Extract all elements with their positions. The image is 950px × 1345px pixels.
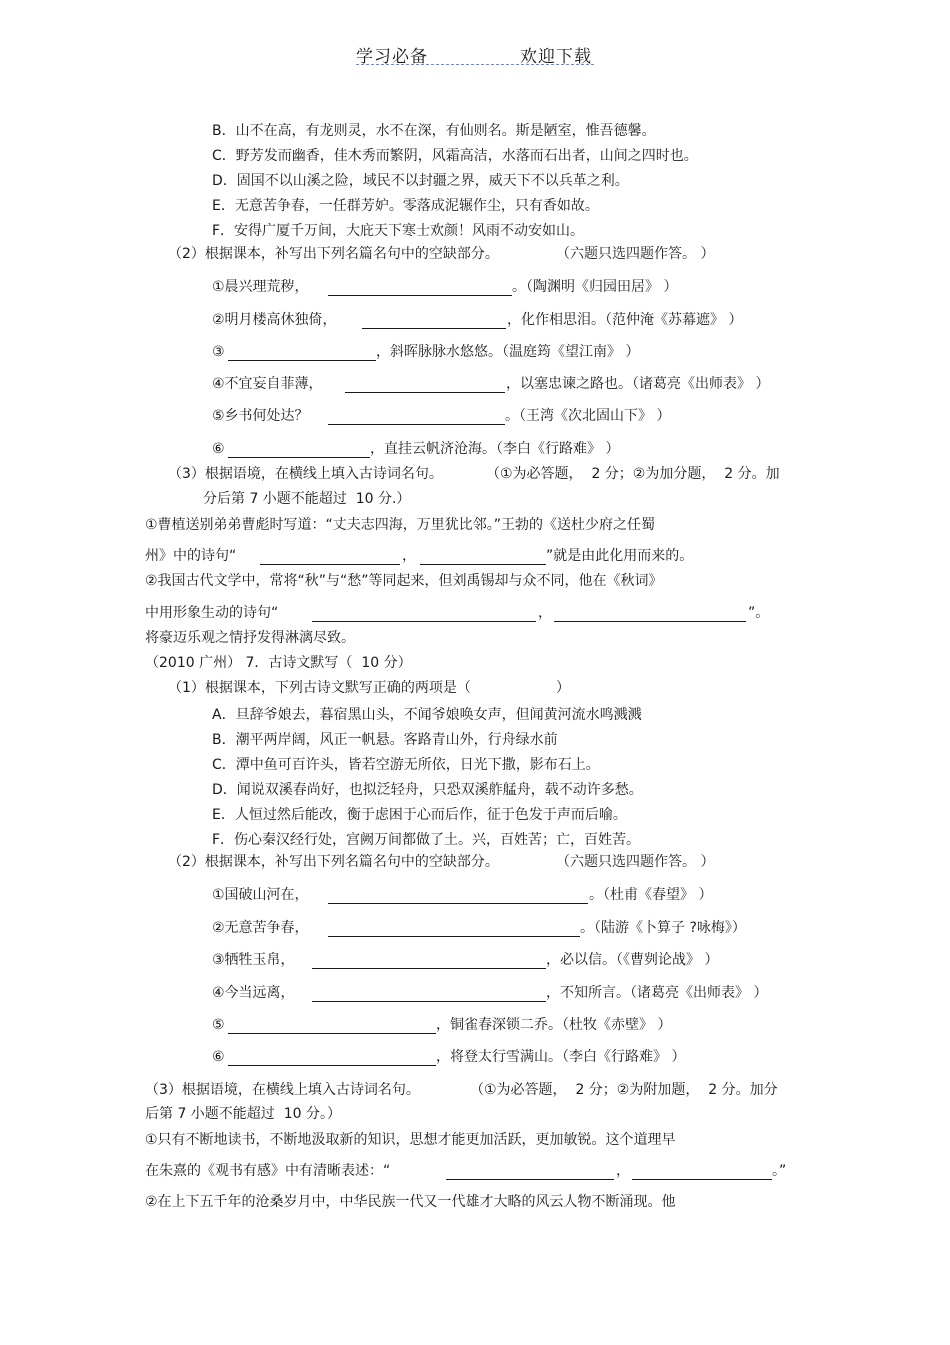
answer-blank[interactable] (312, 954, 546, 969)
question-note: （六题只选四题作答。 ） (556, 246, 715, 262)
fill-source: ，以塞忠谏之路也。（诸葛亮《出师表》 ） (506, 376, 770, 392)
option-line: E．无意苦争春，一任群芳妒。零落成泥辗作尘，只有香如故。 (212, 198, 599, 214)
answer-blank[interactable] (228, 1019, 436, 1034)
separator-text: ， (538, 605, 552, 621)
answer-blank[interactable] (362, 314, 506, 329)
option-line: B．山不在高，有龙则灵，水不在深，有仙则名。斯是陋室，惟吾德馨。 (212, 123, 656, 139)
context-text: ②我国古代文学中，常将“秋”与“愁”等同起来，但刘禹锡却与众不同，他在《秋词》 (145, 573, 663, 589)
answer-blank[interactable] (446, 1165, 614, 1180)
fill-prompt: ②无意苦争春， (212, 920, 309, 936)
fill-source: 。（王湾《次北固山下》 ） (505, 408, 671, 424)
context-text: ①只有不断地读书，不断地汲取新的知识，思想才能更加活跃，更加敏锐。这个道理早 (145, 1132, 676, 1148)
fill-prompt: ③ (212, 344, 225, 360)
question-note: ） (556, 680, 570, 696)
fill-source: ，不知所言。（诸葛亮《出师表》 ） (546, 985, 768, 1001)
header-divider (356, 64, 594, 65)
header-left-text: 学习必备 (356, 47, 428, 67)
section-heading: （2010 广州） 7．古诗文默写（ 10 分） (145, 655, 412, 671)
fill-prompt: ⑥ (212, 441, 225, 457)
context-text: 。” (772, 1163, 787, 1179)
option-line: F．安得广厦千万间，大庇天下寒士欢颜！风雨不动安如山。 (212, 223, 585, 239)
fill-source: ，直挂云帆济沧海。（李白《行路难》 ） (370, 441, 620, 457)
context-text: ”就是由此化用而来的。 (546, 548, 694, 564)
question-note: 后第 7 小题不能超过 10 分。） (145, 1106, 341, 1122)
question-heading: （2）根据课本，补写出下列名篇名句中的空缺部分。 (168, 246, 499, 262)
fill-prompt: ⑤乡书何处达？ (212, 408, 309, 424)
context-text: 州》中的诗句“ (145, 548, 237, 564)
answer-blank[interactable] (228, 1051, 436, 1066)
option-line: E．人恒过然后能改，衡于虑困于心而后作，征于色发于声而后喻。 (212, 807, 627, 823)
option-line: D．固国不以山溪之险，域民不以封疆之界，威天下不以兵革之利。 (212, 173, 629, 189)
context-text: ②在上下五千年的沧桑岁月中，中华民族一代又一代雄才大略的风云人物不断涌现。他 (145, 1194, 676, 1210)
fill-prompt: ①国破山河在， (212, 887, 309, 903)
question-heading: （1）根据课本，下列古诗文默写正确的两项是（ (168, 680, 471, 696)
fill-prompt: ⑤ (212, 1017, 225, 1033)
question-note: 分后第 7 小题不能超过 10 分.） (203, 491, 411, 507)
context-text: 中用形象生动的诗句“ (145, 605, 279, 621)
answer-blank[interactable] (228, 346, 376, 361)
answer-blank[interactable] (228, 443, 370, 458)
question-heading: （2）根据课本，补写出下列名篇名句中的空缺部分。 (168, 854, 499, 870)
option-line: A．旦辞爷娘去，暮宿黑山头，不闻爷娘唤女声，但闻黄河流水鸣溅溅 (212, 707, 642, 723)
answer-blank[interactable] (312, 987, 546, 1002)
fill-source: 。（陶渊明《归园田居》 ） (512, 279, 678, 295)
header-right-text: 欢迎下载 (520, 47, 592, 67)
answer-blank[interactable] (328, 889, 588, 904)
context-text: ”。 (748, 605, 770, 621)
fill-prompt: ④今当远离， (212, 985, 295, 1001)
fill-source: ，铜雀春深锁二乔。（杜牧《赤壁》 ） (436, 1017, 672, 1033)
fill-source: ，斜晖脉脉水悠悠。（温庭筠《望江南》 ） (376, 344, 640, 360)
question-note: （①为必答题， 2 分；②为附加题， 2 分。加分 (470, 1082, 778, 1098)
question-note: （六题只选四题作答。 ） (556, 854, 715, 870)
option-line: F．伤心秦汉经行处，宫阙万间都做了土。兴，百姓苦；亡，百姓苦。 (212, 832, 641, 848)
option-line: D．闻说双溪春尚好，也拟泛轻舟，只恐双溪舴艋舟，载不动许多愁。 (212, 782, 643, 798)
fill-source: ，化作相思泪。（范仲淹《苏幕遮》 ） (507, 312, 743, 328)
answer-blank[interactable] (420, 550, 546, 565)
separator-text: ， (402, 548, 416, 564)
answer-blank[interactable] (328, 410, 505, 425)
answer-blank[interactable] (345, 378, 505, 393)
context-text: ①曹植送别弟弟曹彪时写道：“丈夫志四海，万里犹比邻。”王勃的《送杜少府之任蜀 (145, 517, 656, 533)
fill-prompt: ①晨兴理荒秽， (212, 279, 309, 295)
fill-prompt: ②明月楼高休独倚， (212, 312, 337, 328)
context-text: 在朱熹的《观书有感》中有清晰表述：“ (145, 1163, 391, 1179)
fill-source: 。（杜甫《春望》 ） (589, 887, 713, 903)
fill-source: 。（陆游《卜算子 ?咏梅》） (580, 920, 746, 936)
fill-source: ，将登太行雪满山。（李白《行路难》 ） (436, 1049, 686, 1065)
answer-blank[interactable] (328, 281, 512, 296)
fill-prompt: ④不宜妄自菲薄， (212, 376, 323, 392)
answer-blank[interactable] (554, 607, 746, 622)
question-heading: （3）根据语境，在横线上填入古诗词名句。 (145, 1082, 420, 1098)
answer-blank[interactable] (312, 607, 536, 622)
answer-blank[interactable] (632, 1165, 772, 1180)
separator-text: ， (616, 1163, 630, 1179)
option-line: C．野芳发而幽香，佳木秀而繁阴，风霜高洁，水落而石出者，山间之四时也。 (212, 148, 698, 164)
option-line: B．潮平两岸阔，风正一帆悬。客路青山外，行舟绿水前 (212, 732, 558, 748)
context-text: 将豪迈乐观之情抒发得淋漓尽致。 (145, 630, 355, 646)
fill-source: ，必以信。（《曹刿论战》 ） (546, 952, 719, 968)
answer-blank[interactable] (260, 550, 400, 565)
answer-blank[interactable] (328, 922, 580, 937)
fill-prompt: ③牺牲玉帛， (212, 952, 295, 968)
option-line: C．潭中鱼可百许头，皆若空游无所依，日光下撒，影布石上。 (212, 757, 600, 773)
question-heading: （3）根据语境，在横线上填入古诗词名句。 (168, 466, 443, 482)
question-note: （①为必答题， 2 分；②为加分题， 2 分。加 (486, 466, 780, 482)
fill-prompt: ⑥ (212, 1049, 225, 1065)
